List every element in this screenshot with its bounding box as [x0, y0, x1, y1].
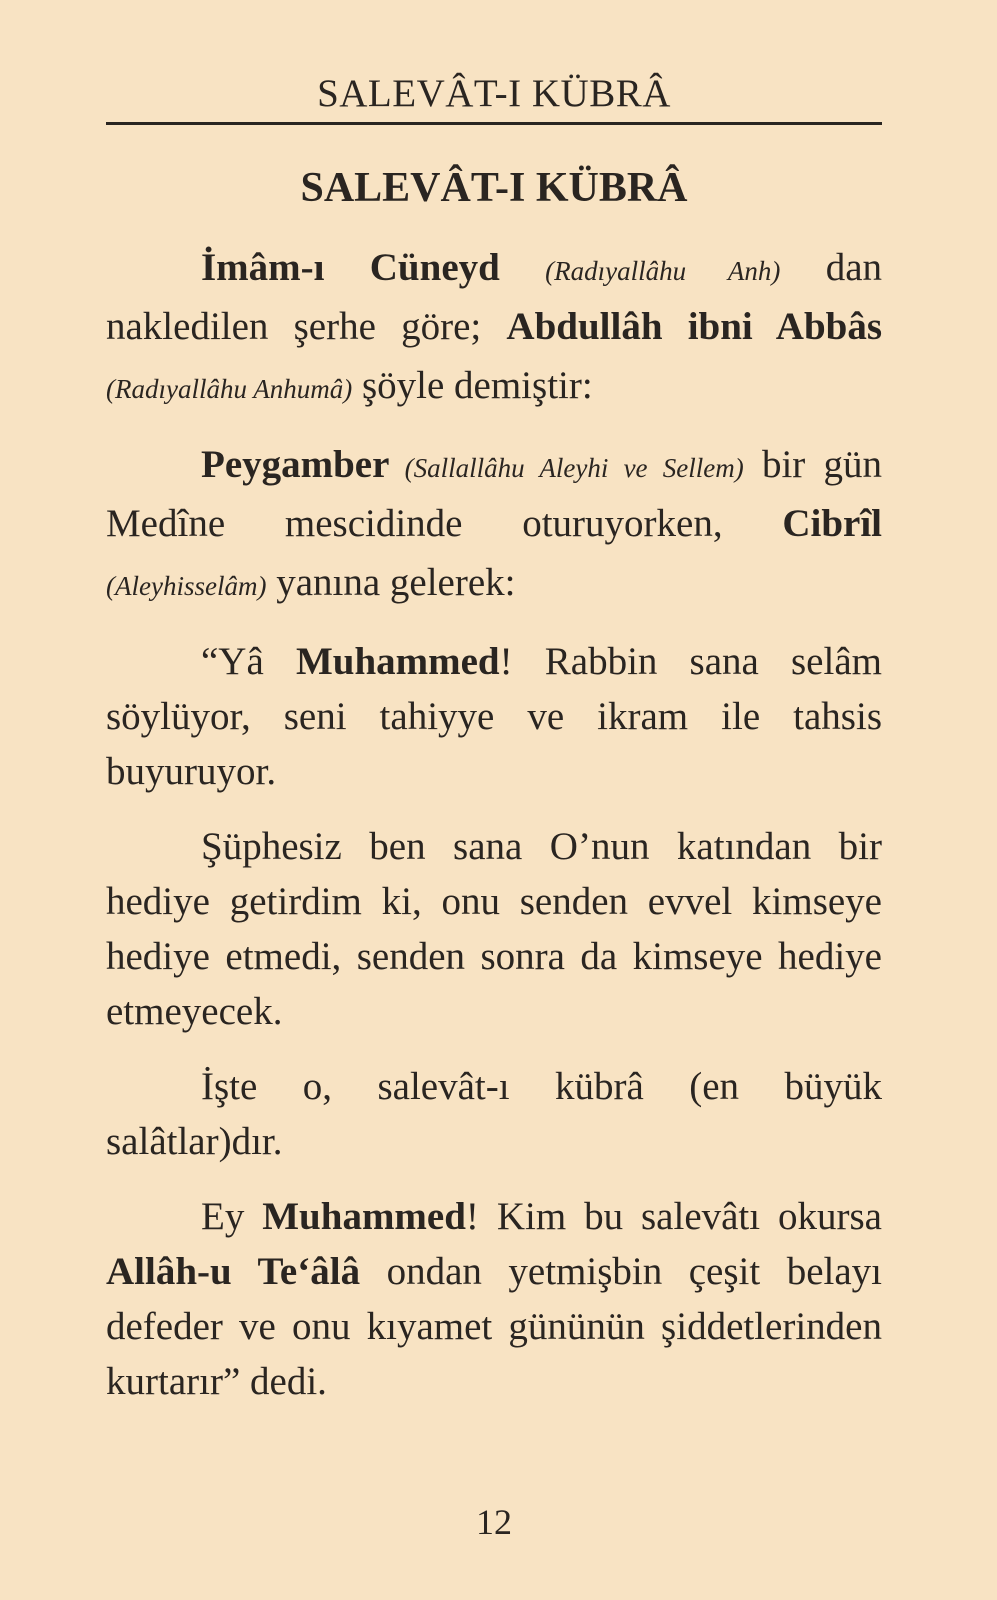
- paragraph-1: [106, 240, 882, 417]
- honorific: (Sallallâhu Aleyhi ve Sellem): [389, 453, 744, 483]
- body-text: [106, 240, 882, 1409]
- name-muhammed: Muhammed: [262, 1195, 466, 1238]
- text-span: “Yâ: [201, 640, 296, 683]
- text-span: dan nakledilen şerhe göre;: [106, 246, 882, 348]
- name-muhammed: Muhammed: [295, 640, 500, 683]
- text-span: ! Rabbin sana selâm söylüyor, seni tahiyye ve ikram ile tahsis buyuruyor.: [106, 640, 882, 793]
- paragraph-4: Şüphesiz ben sana O’nun katından bir hediye getirdim ki, onu senden evvel kimseye hediye etmedi, senden sonra da kimseye hediye etmeyecek.: [106, 825, 882, 1033]
- name-peygamber: Peygamber: [201, 443, 390, 486]
- page-number: 12: [476, 1502, 512, 1542]
- text-span: bir gün Medîne mescidinde oturuyorken,: [106, 443, 882, 545]
- honorific: (Radıyallâhu Anh): [545, 256, 781, 286]
- paragraph-5: İşte o, salevât-ı kübrâ (en büyük salâtlar)dır.: [106, 1065, 882, 1163]
- honorific: (Radıyallâhu Anhumâ): [106, 374, 353, 404]
- chapter-title: SALEVÂT-I KÜBRÂ: [300, 165, 688, 211]
- name-allah: Allâh-u Te‘âlâ: [106, 1250, 361, 1293]
- name-abdullah-ibni-abbas: Abdullâh ibni Abbâs: [506, 305, 883, 348]
- text-span: şöyle demiştir:: [352, 364, 593, 407]
- name-cibril: Cibrîl: [782, 502, 882, 545]
- header-rule: [106, 122, 882, 125]
- honorific: (Aleyhisselâm): [106, 571, 267, 601]
- paragraph-2: [106, 437, 882, 614]
- text-span: yanına gelerek:: [266, 561, 516, 604]
- paragraph-3: [106, 634, 882, 799]
- name-imam-cuneyd: İmâm-ı Cüneyd: [201, 246, 500, 289]
- text-span: ! Kim bu salevâtı okursa: [465, 1195, 882, 1238]
- running-header: SALEVÂT-I KÜBRÂ: [317, 72, 671, 115]
- paragraph-6: [106, 1189, 882, 1409]
- text-span: ondan yetmişbin çeşit belayı defeder ve onu kıyamet gününün şiddetlerinden kurtarır” dedi.: [106, 1250, 882, 1403]
- text-span: Ey: [201, 1195, 263, 1238]
